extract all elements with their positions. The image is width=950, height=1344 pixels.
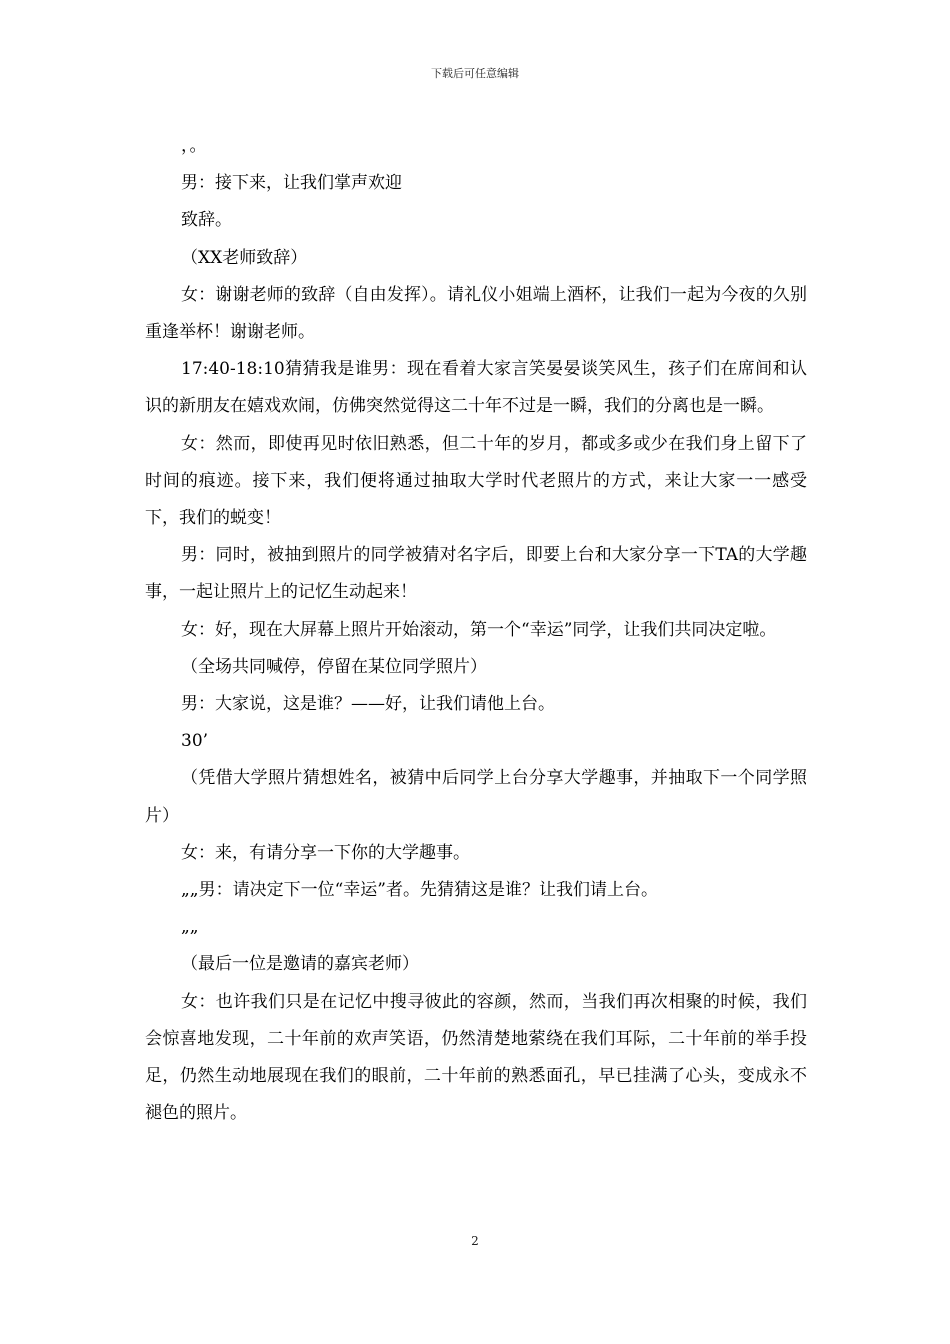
paragraph: 男：同时，被抽到照片的同学被猜对名字后，即要上台和大家分享一下TA的大学趣事，一起让照片上的记忆生动起来！: [145, 545, 807, 603]
paragraph: 女：好，现在大屏幕上照片开始滚动，第一个“幸运”同学，让我们共同决定啦。: [181, 619, 777, 640]
page-number: 2: [471, 1234, 479, 1248]
paragraph: „„: [181, 917, 199, 938]
paragraph: 女：然而，即使再见时依旧熟悉，但二十年的岁月，都或多或少在我们身上留下了时间的痕迹。接下来，我们便将通过抽取大学时代老照片的方式，来让大家一一感受下，我们的蜕变！: [145, 433, 807, 529]
paragraph: 17:40-18:10猜猜我是谁男：现在看着大家言笑晏晏谈笑风生，孩子们在席间和认识的新朋友在嬉戏欢闹，仿佛突然觉得这二十年不过是一瞬，我们的分离也是一瞬。: [145, 359, 807, 417]
paragraph: （全场共同喊停，停留在某位同学照片）: [181, 656, 487, 677]
document-body: [145, 128, 807, 1132]
paragraph: „„男：请决定下一位“幸运”者。先猜猜这是谁？让我们请上台。: [181, 880, 658, 901]
paragraph: 30’: [181, 731, 209, 752]
paragraph: 女：来，有请分享一下你的大学趣事。: [181, 842, 470, 863]
paragraph: 致辞。: [181, 210, 232, 231]
paragraph: 女：也许我们只是在记忆中搜寻彼此的容颜，然而，当我们再次相聚的时候，我们会惊喜地发现，二十年前的欢声笑语，仍然清楚地萦绕在我们耳际，二十年前的举手投足，仍然生动地展现在我们的眼前，二十年前的熟悉面孔，早已挂满了心头，变成永不褪色的照片。: [145, 991, 807, 1124]
paragraph: 男：大家说，这是谁？——好，让我们请他上台。: [181, 694, 555, 715]
paragraph: 男：接下来，让我们掌声欢迎: [181, 173, 402, 194]
paragraph: （XX老师致辞）: [181, 247, 308, 268]
paragraph: （凭借大学照片猜想姓名，被猜中后同学上台分享大学趣事，并抽取下一个同学照片）: [145, 768, 807, 826]
paragraph: ，。: [181, 136, 207, 156]
page-header: 下载后可任意编辑: [431, 67, 519, 80]
paragraph: 女：谢谢老师的致辞（自由发挥）。请礼仪小姐端上酒杯，让我们一起为今夜的久别重逢举杯！谢谢老师。: [145, 284, 807, 343]
paragraph: （最后一位是邀请的嘉宾老师）: [181, 954, 419, 975]
